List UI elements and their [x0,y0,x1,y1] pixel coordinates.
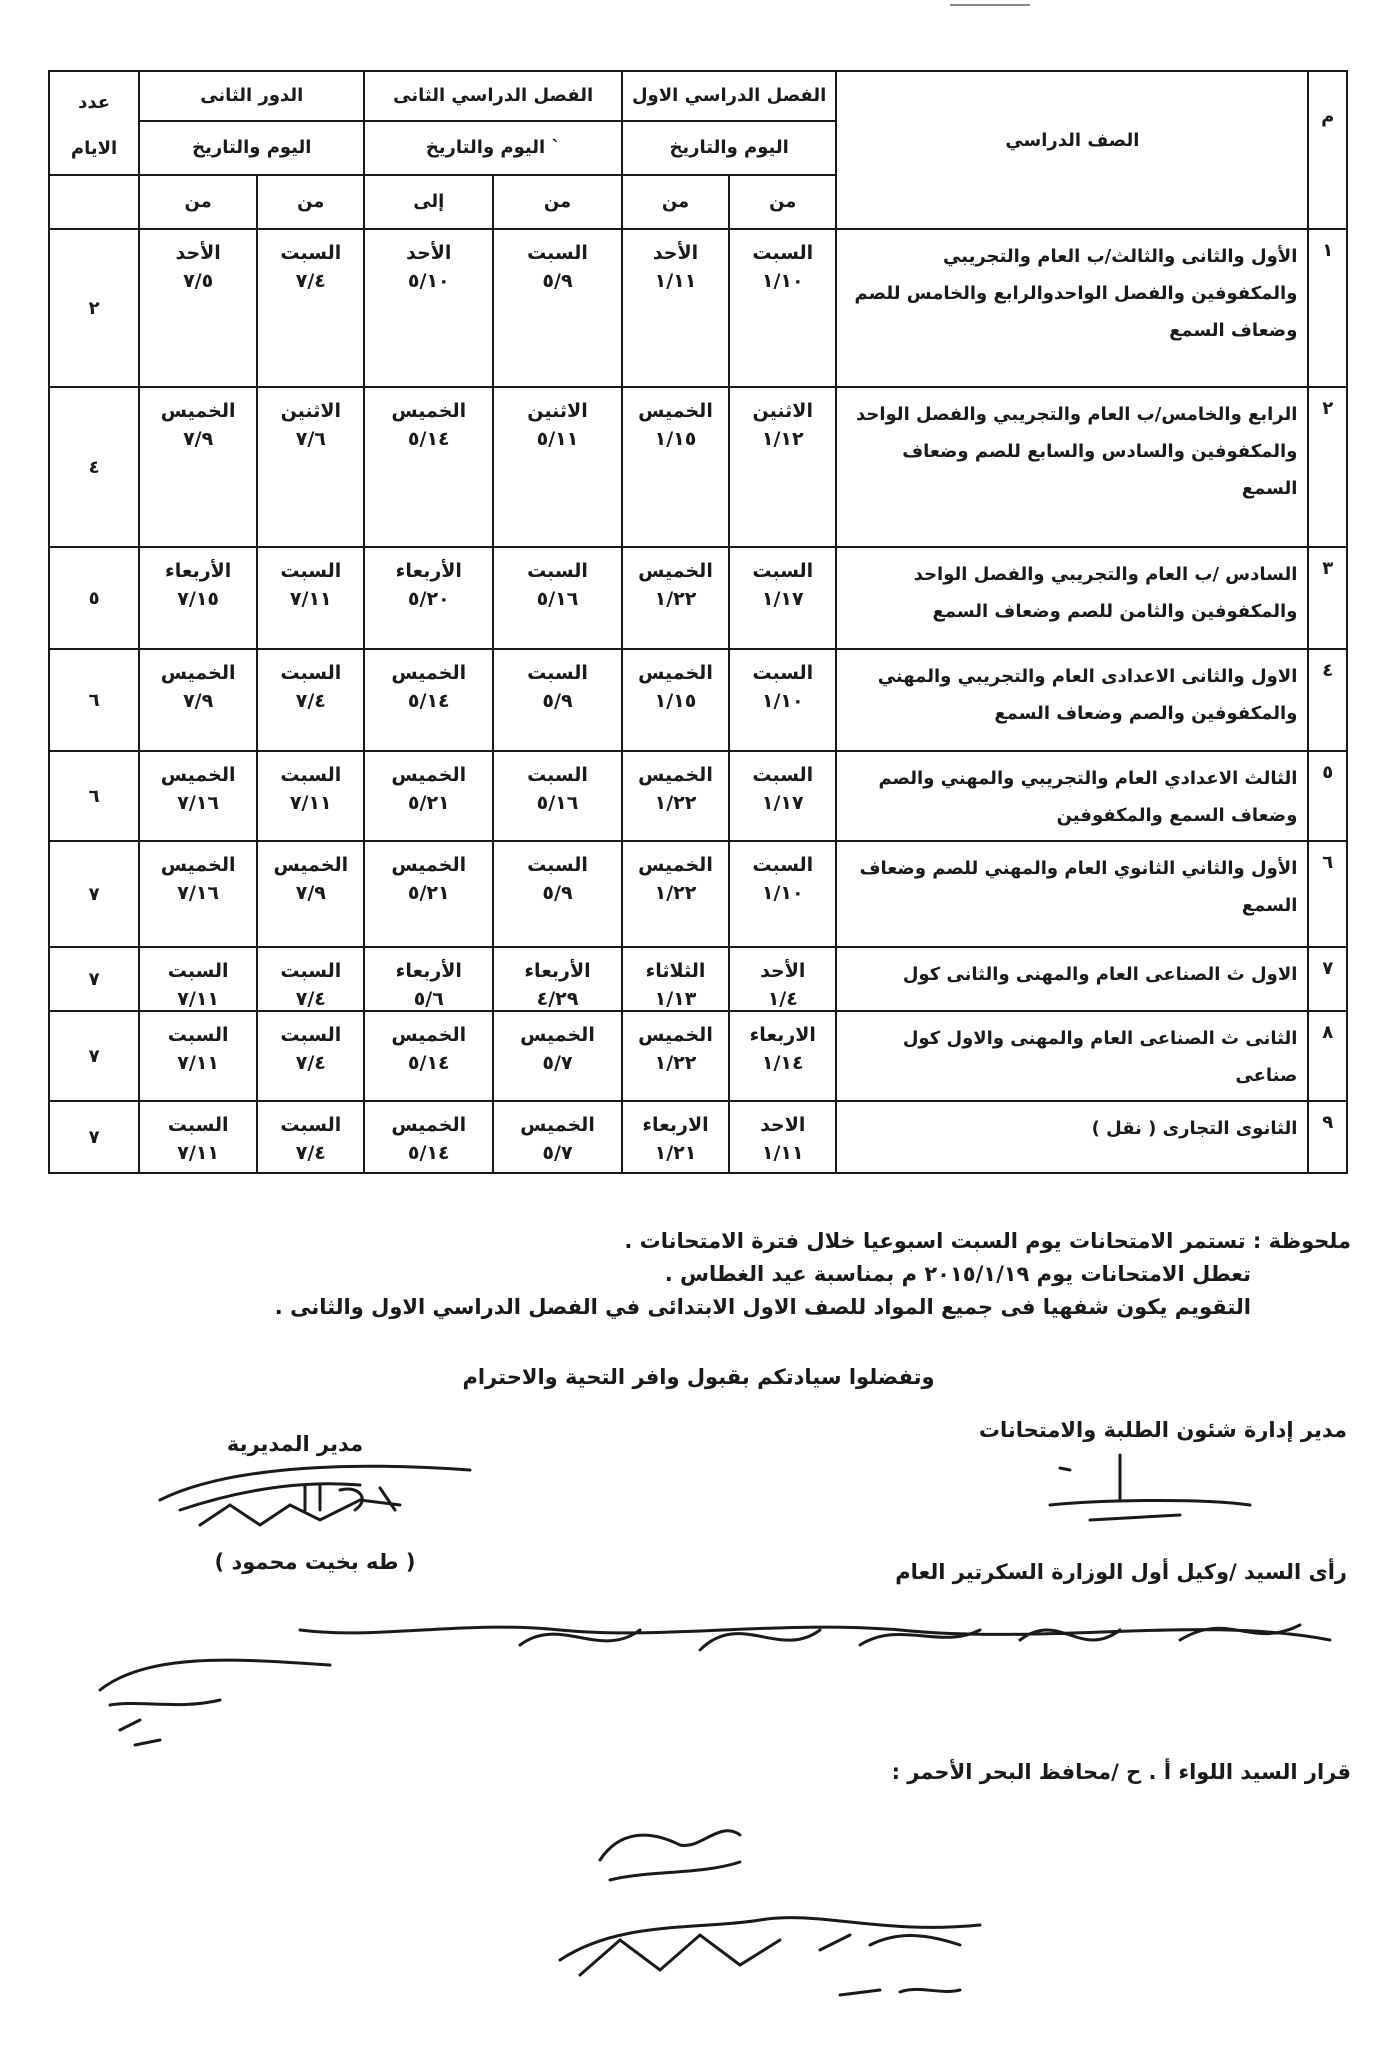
term1-from-date: ١/١٠ [761,270,804,292]
term1-from: من [729,175,836,229]
round2-from-day: السبت [280,662,342,684]
days-count: ٥ [49,547,139,649]
term2-from-day: الأربعاء [524,960,591,982]
col-class-header: الصف الدراسي [836,71,1308,229]
round2-to-date: ٧/١٦ [177,792,220,814]
term2-from-day: السبت [527,560,588,582]
term1-from-date: ١/١٠ [761,882,804,904]
round2-from-date: ٧/١١ [289,792,332,814]
round2-to-day: الخميس [160,764,236,786]
term1-to-date: ١/٢١ [654,1142,697,1164]
term1-to-date: ١/١١ [654,270,697,292]
term1-to-day: الخميس [638,854,713,876]
class-name: الأول والثاني الثانوي العام والمهني للصم وضعاف السمع [836,841,1308,947]
term2-from-date: ٥/٩ [542,882,573,904]
term2-from-date: ٤/٢٩ [536,988,579,1010]
round2-daydate: اليوم والتاريخ [139,121,364,175]
handwritten-referral-date [100,1660,330,1745]
term2-header: الفصل الدراسي الثانى [364,71,621,121]
term1-from-day: السبت [752,242,814,264]
manager-signature [1050,1455,1250,1520]
undersecretary-opinion: رأى السيد /وكيل أول الوزارة السكرتير العام [895,1560,1347,1584]
round2-from-date: ٧/٤ [295,1142,326,1164]
term1-to-day: الخميس [638,662,713,684]
class-name: الثانوى التجارى ( نقل ) [836,1101,1308,1173]
term2-to-date: ٥/١٤ [407,428,450,450]
term2-to-date: ٥/٦ [413,988,444,1010]
row-number: ٤ [1308,649,1347,751]
term2-to-day: الخميس [391,854,467,876]
days-label-2: الايام [70,138,118,159]
term2-to-day: الأربعاء [395,560,462,582]
term1-to-date: ١/٢٢ [654,588,697,610]
term2-to-day: الخميس [391,400,467,422]
round2-to-day: الأحد [175,242,221,264]
round2-to-day: السبت [167,1024,229,1046]
round2-from-date: ٧/٤ [295,988,326,1010]
round2-from-date: ٧/٤ [295,270,326,292]
governor-decision: قرار السيد اللواء أ . ح /محافظ البحر الأحمر : [891,1760,1351,1784]
round2-to-date: ٧/١١ [177,988,220,1010]
director-signature [160,1466,470,1525]
col-m-header: م [1308,71,1347,229]
note-1: ملحوظة : تستمر الامتحانات يوم السبت اسبوعيا خلال فترة الامتحانات . [624,1229,1351,1253]
term1-from-day: السبت [752,764,814,786]
round2-to-date: ٧/٩ [183,690,214,712]
term2-to-date: ٥/١٠ [407,270,450,292]
round2-to-date: ٧/١١ [177,1142,220,1164]
row-number: ٥ [1308,751,1347,841]
term1-from-date: ١/١٢ [761,428,804,450]
round2-from-day: السبت [280,764,342,786]
term1-to-day: الاربعاء [642,1114,709,1136]
term2-from-date: ٥/٩ [542,690,573,712]
term1-from-day: الاحد [760,1114,806,1136]
round2-to-day: الخميس [160,854,236,876]
days-count: ٧ [49,1011,139,1101]
class-name: السادس /ب العام والتجريبي والفصل الواحد والمكفوفين والثامن للصم وضعاف السمع [836,547,1308,649]
term1-daydate: اليوم والتاريخ [622,121,837,175]
term1-from-date: ١/١١ [761,1142,804,1164]
round2-to-date: ٧/٩ [183,428,214,450]
term2-from-day: السبت [527,764,588,786]
term2-to: إلى [364,175,493,229]
term2-to-day: الأحد [406,242,452,264]
row-number: ٧ [1308,947,1347,1011]
days-count: ٦ [49,649,139,751]
director-title: مدير المديرية [226,1432,364,1456]
term1-to-day: الخميس [638,764,713,786]
governor-signature-date [840,1989,960,1995]
term1-from-day: الأحد [760,960,806,982]
term1-to-day: الأحد [652,242,699,264]
term1-to-date: ١/١٥ [654,690,697,712]
round2-from-day: السبت [280,1024,342,1046]
term2-to-date: ٥/١٤ [407,1142,450,1164]
term1-from-date: ١/١٧ [761,588,804,610]
term2-from-day: السبت [527,242,588,264]
round2-to-date: ٧/١٥ [177,588,220,610]
round2-to-day: الخميس [160,662,236,684]
row-number: ٦ [1308,841,1347,947]
class-name: الثانى ث الصناعى العام والمهنى والاول كول صناعى [836,1011,1308,1101]
days-count: ٧ [49,841,139,947]
class-name: الاول والثانى الاعدادى العام والتجريبي والمهني والمكفوفين والصم وضعاف السمع [836,649,1308,751]
class-name: الرابع والخامس/ب العام والتجريبي والفصل الواحد والمكفوفين والسادس والسابع للصم وضعاف السمع [836,387,1308,547]
term2-from-date: ٥/١١ [536,428,579,450]
class-name: الاول ث الصناعى العام والمهنى والثانى كول [836,947,1308,1011]
term2-to-day: الخميس [391,1024,467,1046]
term2-daydate: ` اليوم والتاريخ [364,121,621,175]
director-name: ( طه بخيت محمود ) [214,1550,416,1574]
term1-from-day: السبت [752,560,814,582]
term2-to-day: الخميس [391,764,467,786]
term2-to-date: ٥/١٤ [407,1052,450,1074]
approval-word [600,1831,740,1880]
term1-from-date: ١/١٧ [761,792,804,814]
days-label-1: عدد [78,92,111,113]
row-number: ٣ [1308,547,1347,649]
row-number: ٩ [1308,1101,1347,1173]
round2-to-day: الخميس [160,400,236,422]
exams-manager-title: مدير إدارة شئون الطلبة والامتحانات [978,1418,1347,1442]
handwritten-referral-line [300,1625,1330,1650]
note-2: تعطل الامتحانات يوم ٢٠١٥/١/١٩ م بمناسبة عيد الغطاس . [664,1262,1251,1286]
term2-from-date: ٥/١٦ [536,792,579,814]
closing-line: وتفضلوا سيادتكم بقبول وافر التحية والاحترام [462,1365,935,1389]
round2-to-date: ٧/١١ [177,1052,220,1074]
term1-to-day: الثلاثاء [645,960,706,982]
term2-to-date: ٥/٢٠ [407,588,450,610]
term1-to-day: الخميس [638,560,713,582]
term1-from-day: الاربعاء [749,1024,816,1046]
round2-from-day: السبت [280,242,342,264]
round2-to-date: ٧/٥ [183,270,214,292]
term2-to-date: ٥/٢١ [407,792,450,814]
days-count: ٤ [49,387,139,547]
term2-to-date: ٥/٢١ [407,882,450,904]
days-count: ٦ [49,751,139,841]
round2-header: الدور الثانى [139,71,364,121]
row-number: ١ [1308,229,1347,387]
class-name: الأول والثانى والثالث/ب العام والتجريبي والمكفوفين والفصل الواحدوالرابع والخامس للصم وضعاف السمع [836,229,1308,387]
round2-to-day: الأربعاء [165,560,232,582]
round2-from-day: الخميس [273,854,349,876]
term2-from-day: الخميس [520,1024,595,1046]
round2-from-date: ٧/١١ [289,588,332,610]
term1-to-date: ١/١٣ [654,988,697,1010]
round2-from-day: السبت [280,960,342,982]
round2-from-date: ٧/٦ [295,428,326,450]
round2-from-date: ٧/٤ [295,1052,326,1074]
row-number: ٢ [1308,387,1347,547]
term1-to-day: الخميس [638,400,713,422]
days-count: ٢ [49,229,139,387]
term1-from-day: السبت [752,662,814,684]
term2-from-day: السبت [527,854,588,876]
round2-from-day: السبت [280,1114,342,1136]
round2-to: من [139,175,257,229]
term2-from-date: ٥/٩ [542,270,573,292]
round2-from-day: الاثنين [280,400,341,422]
term1-to-day: الخميس [638,1024,713,1046]
days-count: ٧ [49,1101,139,1173]
term1-header: الفصل الدراسي الاول [622,71,837,121]
round2-from-day: السبت [280,560,342,582]
row-number: ٨ [1308,1011,1347,1101]
round2-to-day: السبت [167,960,229,982]
term1-from-day: الاثنين [752,400,813,422]
note-3: التقويم يكون شفهيا فى جميع المواد للصف الاول الابتدائى في الفصل الدراسي الاول والثانى . [274,1295,1251,1319]
term2-from: من [493,175,622,229]
term1-from-day: السبت [752,854,814,876]
term2-to-day: الخميس [391,662,467,684]
term1-from-date: ١/١٠ [761,690,804,712]
term1-to-date: ١/٢٢ [654,792,697,814]
term2-from-date: ٥/٧ [542,1142,573,1164]
term2-to-day: الخميس [391,1114,467,1136]
term2-from-date: ٥/٧ [542,1052,573,1074]
term1-to-date: ١/٢٢ [654,882,697,904]
term2-from-day: الاثنين [527,400,588,422]
term1-to: من [622,175,729,229]
term2-from-day: السبت [527,662,588,684]
term2-from-date: ٥/١٦ [536,588,579,610]
term1-to-date: ١/١٥ [654,428,697,450]
term2-to-day: الأربعاء [395,960,462,982]
round2-from-date: ٧/٤ [295,690,326,712]
round2-to-day: السبت [167,1114,229,1136]
round2-from: من [257,175,364,229]
round2-from-date: ٧/٩ [295,882,326,904]
round2-to-date: ٧/١٦ [177,882,220,904]
term1-from-date: ١/١٤ [761,1052,804,1074]
days-count: ٧ [49,947,139,1011]
term2-to-date: ٥/١٤ [407,690,450,712]
term1-from-date: ١/٤ [767,988,798,1010]
governor-signature [560,1918,980,1975]
term2-from-day: الخميس [520,1114,595,1136]
term1-to-date: ١/٢٢ [654,1052,697,1074]
class-name: الثالث الاعدادي العام والتجريبي والمهني والصم وضعاف السمع والمكفوفين [836,751,1308,841]
